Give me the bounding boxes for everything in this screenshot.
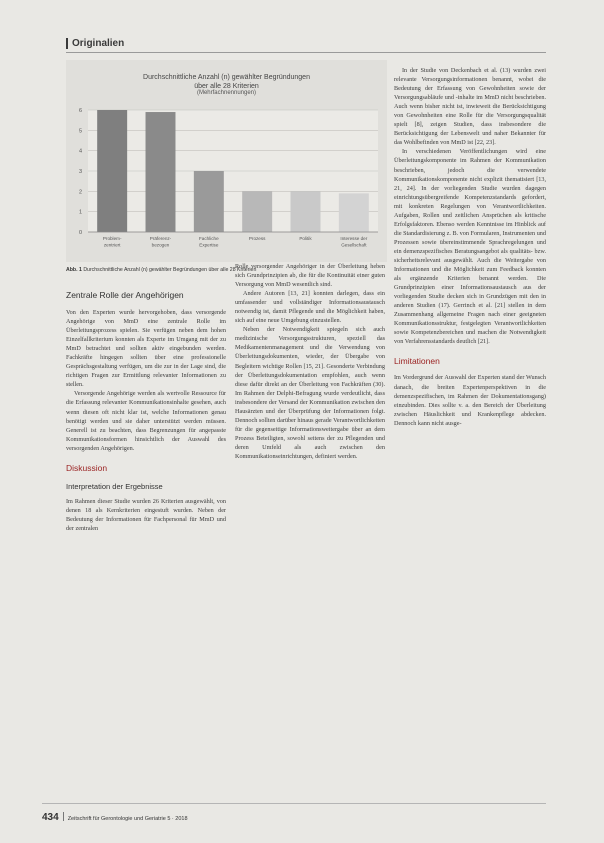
page-number: 434 xyxy=(42,812,59,823)
x-tick-label: zentriert xyxy=(103,242,121,248)
left-paragraph-2: Versorgende Angehörige werden als wertvolle Ressource für die Erfassung relevanter Kommunikationsinhalte gesehen, auch wenn diesen oft nicht klar ist, welche Informationen genau benötigt werden und sie daher unterstützt werden müssen. Generell ist zu beachten, dass Begrenzungen für angepasste Kommunikationsformen hinsichtlich der Auswahl des versorgenden Angehörigen. xyxy=(66,390,226,452)
x-tick-label: Interesse der xyxy=(340,236,368,241)
bar xyxy=(97,110,127,232)
heading-interpretation: Interpretation der Ergebnisse xyxy=(66,481,163,491)
figure-caption-label: Abb. 1 xyxy=(66,267,82,273)
y-tick-label: 6 xyxy=(78,108,82,114)
journal-citation: Zeitschrift für Gerontologie und Geriatrie 5 · 2018 xyxy=(67,816,188,822)
y-tick-label: 1 xyxy=(78,209,82,216)
heading-angehoerige: Zentrale Rolle der Angehörigen xyxy=(66,290,184,300)
page-footer xyxy=(42,807,188,825)
y-tick-label: 4 xyxy=(78,148,82,155)
footer-rule xyxy=(42,803,546,804)
bar xyxy=(194,171,224,232)
x-tick-label: Problem- xyxy=(102,236,122,241)
left-paragraph-3: Im Rahmen dieser Studie wurden 26 Kriterien ausgewählt, von denen 18 als Kernkriterien eingestuft wurden. Neben der Bedeutung der Informationen für Fachpersonal für MmD und der zentralen xyxy=(66,497,226,532)
heading-diskussion: Diskussion xyxy=(66,462,108,473)
chart-title-line2: über alle 28 Kriterien xyxy=(194,83,259,90)
figure-chart xyxy=(66,60,387,262)
right-column xyxy=(394,66,546,428)
bar xyxy=(146,112,176,232)
y-tick-label: 5 xyxy=(78,128,82,135)
section-label: Originalien xyxy=(66,38,124,49)
right-paragraph-3: Im Vordergrund der Auswahl der Experten stand der Wunsch danach, die breiten Expertenperspektiven in die demenzspezifischen, im Rahmen der Dokumentationsgang) einzubinden. Dies sollte v. a. den Bereich der Überleitung zwischen Häuslichkeit und Krankenpflege abdecken. Dennoch kann nicht ausge- xyxy=(394,374,546,427)
bar xyxy=(291,191,321,232)
x-tick-label: Expertise xyxy=(199,242,219,248)
y-tick-label: 3 xyxy=(78,169,82,175)
y-tick-label: 2 xyxy=(78,189,82,196)
x-tick-label: Fachliche xyxy=(198,236,219,241)
chart-title-line1: Durchschnittliche Anzahl (n) gewählter Begründungen xyxy=(143,74,310,81)
middle-paragraph-3: Neben der Notwendigkeit spiegeln sich auch medizinische Versorgungsstrukturen, speziell das Medikamentenmanagement und die Verwendung von Überleitungsdokumenten, wieder, der Übergabe von Begleitern wichtige Rollen [15, 21]. Gesonderte Verbindung der Überleitungsdokumentation empfohlen, auch wenn diese dafür direkt an der Überleitung von Fachkräften (30). Im Rahmen der Delphi-Befragung wurde verdeutlicht, dass insbesondere der Versand der Kommunikation zwischen den Hausärzten und der Überprüfung der Informationen folgt. Dennoch sollten darüber hinaus gerade Verantwortlichkeiten für die gegenseitige Informationsweitergabe über an dem Prozess Beteiligten, sowohl seitens der zu Pflegenden und deren Umfeld als auch zwischen den Kommunikationseinrichtungen, definiert werden. xyxy=(235,326,385,460)
left-column xyxy=(66,290,226,533)
footer-separator xyxy=(63,812,64,821)
x-tick-label: bezogen xyxy=(151,242,170,248)
middle-paragraph-2: Andere Autoren [13, 21] konnten darlegen, dass ein umfassender und vollständiger Informationsaustausch notwendig ist, damit Pflegende und die Möglichkeit haben, sich auf eine neue Umgebung einzustellen. xyxy=(235,290,385,325)
bar xyxy=(242,191,272,232)
figure-caption-text: Durchschnittliche Anzahl (n) gewählter Begründungen über alle 28 Kriterien xyxy=(83,267,257,273)
right-paragraph-2: In verschiedenen Veröffentlichungen wird eine Überleitungskomponente im Rahmen der Kommunikation beschrieben, jedoch die verwendete Kommunikationskomponente nicht explizit thematisiert [13, 21, 24]. In der vorliegenden Studie wurden dagegen einrichtungsübergreifende Kompetenzstandards gefordert, mit konkreten Regelungen von Verantwortlichkeiten. Aufgaben, Rollen und zeitlichen Ansprüchen als kritische Erfolgsfaktoren. Ebenso werden Kenntnisse im Hinblick auf die Standardisierung z. B. von Formularen, Instrumenten und Prozessen sowie übereinstimmende Sprachregelungen und ein demenzspezifisches Beratungsangebot als qualitäts- bzw. sicherheitsrelevant ausgewählt. Auch die Weitergabe von Informationen und die Möglichkeit zum Feedback konnten als ergänzende Kriterien benannt werden. Die Grundprinzipien einer Informationsaustausch aus der vorliegenden Studie decken sich in Grundzügen mit den in anderen Studien (17). Gerrinch et al. [21] stellen in dem Zusammenhang allgemeine Fragen nach einer geeigneten Kommunikationsstruktur, festgelegten Verantwortlichkeiten sowie Kompetenzbereichen und machen die Notwendigkeit von Verfahrensstandards deutlich [21]. xyxy=(394,148,546,346)
x-tick-label: Gesellschaft xyxy=(341,242,367,248)
middle-column xyxy=(235,262,385,461)
y-tick-label: 0 xyxy=(78,230,82,236)
header-rule xyxy=(66,52,546,53)
x-tick-label: Politik xyxy=(299,236,312,241)
heading-limitationen: Limitationen xyxy=(394,356,440,367)
middle-paragraph-1: Rolle versorgender Angehöriger in der Überleitung heben sich Grundprinzipien ab, die für die Kontinuität einer guten Versorgung von MmD wesentlich sind. xyxy=(235,263,385,289)
left-paragraph-1: Von den Experten wurde hervorgehoben, dass versorgende Angehörige von MmD eine zentrale Rolle im Überleitungsprozess spielen. Sie verfügen neben dem hohen Einzelfallkriterium konnten als Experte im Umgang mit der zu MmD betrachtet und sollten aktiv eingebunden werden. Fachkräfte hingegen sollten über eine professionelle Gesprächsgestaltung verfügen, um die zur in der Lage sind, die richtigen Fragen zur Ermittlung relevanter Informationen zu stellen. xyxy=(66,309,226,389)
x-tick-label: Präferenz- xyxy=(149,236,172,241)
right-paragraph-1: In der Studie von Deckenbach et al. (13) wurden zwei relevante Versorgungsinformationen benannt, wobei die Bedeutung der Erfassung von Gewohnheiten sowie der Versorgungsabläufe und -inhalte im MmD nicht beschrieben. Auch wenn bisher nicht ist, inwieweit die Berücksichtigung von Gewohnheiten eine Rolle für die Versorgungsqualität spielt [8], zeigen Studien, dass insbesondere die Berücksichtigung der Lebenswelt und naher Bekannter für das Wohlbefinden von MmD ist [22, 23]. xyxy=(394,67,546,147)
bar xyxy=(339,193,369,232)
chart-subtitle: (Mehrfachnennungen) xyxy=(196,90,257,96)
chart-title xyxy=(66,73,387,91)
x-tick-label: Prozess xyxy=(248,236,266,241)
